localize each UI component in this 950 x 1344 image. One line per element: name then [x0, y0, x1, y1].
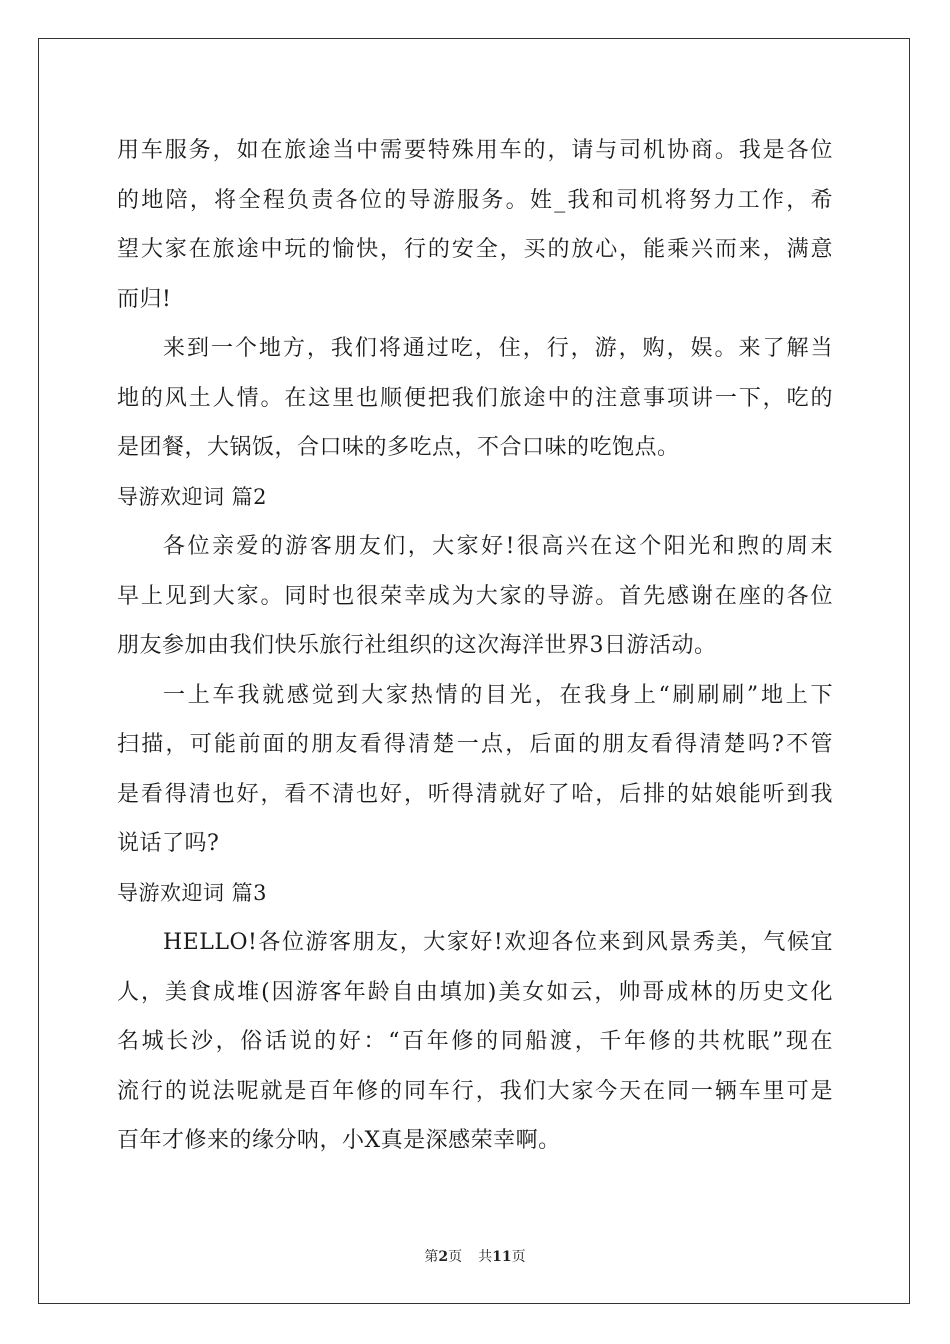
text-line: 的地陪，将全程负责各位的导游服务。姓_我和司机将努力工作，希: [117, 187, 833, 213]
current-page-number: 2: [438, 1249, 449, 1265]
text-line: 早上见到大家。同时也很荣幸成为大家的导游。首先感谢在座的各位: [117, 583, 833, 609]
text-line: 扫描，可能前面的朋友看得清楚一点，后面的朋友看得清楚吗?不管: [117, 732, 833, 757]
paragraph: [117, 918, 833, 1166]
footer-page-unit: 页: [448, 1249, 463, 1265]
paragraph: [117, 126, 833, 324]
footer-prefix: 第: [424, 1249, 439, 1265]
text-line: 是看得清也好，看不清也好，听得清就好了哈，后排的姑娘能听到我: [117, 781, 833, 807]
section-heading: 导游欢迎词 篇2: [117, 484, 268, 509]
text-line: 百年才修来的缘分呐，小X真是深感荣幸啊。: [117, 1128, 561, 1153]
text-line: 各位亲爱的游客朋友们，大家好!很高兴在这个阳光和煦的周末: [163, 534, 833, 559]
text-line: 来到一个地方，我们将通过吃，住，行，游，购，娱。来了解当: [163, 336, 833, 361]
section-heading: 导游欢迎词 篇3: [117, 880, 268, 905]
paragraph: [117, 324, 833, 473]
text-line: 流行的说法呢就是百年修的同车行，我们大家今天在同一辆车里可是: [117, 1078, 833, 1104]
text-line: 一上车我就感觉到大家热情的目光，在我身上“刷刷刷”地上下: [163, 682, 833, 708]
text-line: 是团餐，大锅饭，合口味的多吃点，不合口味的吃饱点。: [117, 435, 680, 460]
page-footer: [0, 1246, 950, 1266]
paragraph: [117, 522, 833, 671]
text-line: 说话了吗?: [117, 831, 220, 856]
total-page-count: 11: [492, 1249, 512, 1265]
text-line: HELLO!各位游客朋友，大家好!欢迎各位来到风景秀美，气候宜: [163, 930, 833, 955]
footer-total-prefix: 共: [478, 1249, 493, 1265]
text-line: 望大家在旅途中玩的愉快，行的安全，买的放心，能乘兴而来，满意: [117, 237, 833, 262]
text-line: 人，美食成堆(因游客年龄自由填加)美女如云，帅哥成林的历史文化: [117, 979, 833, 1005]
text-line: 用车服务，如在旅途当中需要特殊用车的，请与司机协商。我是各位: [117, 138, 833, 163]
text-line: 而归!: [117, 286, 172, 312]
text-line: 地的风土人情。在这里也顺便把我们旅途中的注意事项讲一下，吃的: [117, 385, 833, 411]
text-line: 朋友参加由我们快乐旅行社组织的这次海洋世界3日游活动。: [117, 633, 717, 658]
document-body: [117, 126, 833, 1166]
paragraph: [117, 671, 833, 869]
footer-total-unit: 页: [511, 1249, 526, 1265]
text-line: 名城长沙，俗话说的好：“百年修的同船渡，千年修的共枕眠”现在: [117, 1029, 833, 1054]
